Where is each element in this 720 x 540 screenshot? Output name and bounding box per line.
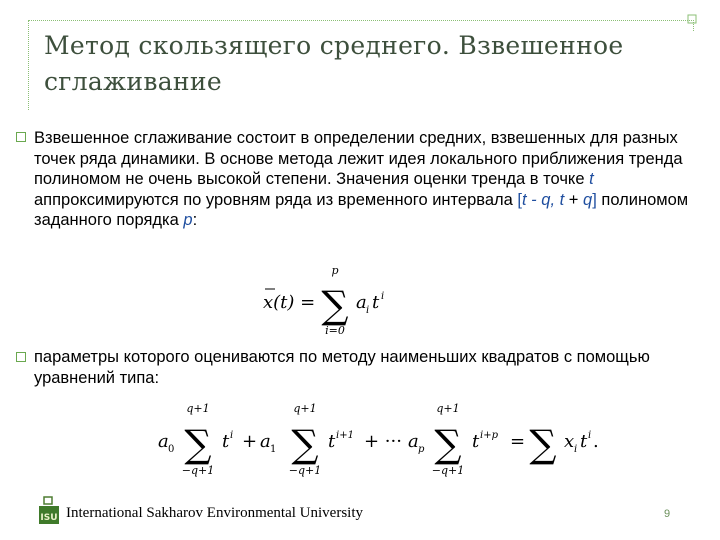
formula2-ap: a: [408, 431, 419, 452]
formula2-sum3-upper: q+1: [436, 402, 460, 415]
formula1-lhs: x(t) =: [263, 292, 316, 313]
title-frame-left: [28, 20, 29, 110]
formula2-sum1-lower: −q+1: [181, 464, 215, 477]
formula2-dots: + ···: [364, 431, 402, 452]
formula-polynomial: [255, 262, 405, 338]
bracket-close: ]: [592, 190, 597, 209]
title-frame-top: [28, 20, 694, 21]
formula2-a0: a: [158, 431, 169, 452]
footer-university-name: International Sakharov Environmental University: [66, 505, 364, 521]
var-t: t: [589, 170, 594, 188]
formula2-a1-sub: 1: [270, 444, 277, 455]
formula1-exp: i: [381, 291, 385, 302]
formula2-a0-sub: 0: [168, 444, 175, 455]
interval-end: q: [583, 190, 593, 209]
formula2-sigma2-icon: ∑: [291, 422, 319, 466]
para1-text-c: полиномом заданного порядка: [34, 190, 689, 229]
formula2-exp2: i+1: [336, 430, 354, 441]
formula2-exp1: i: [230, 430, 234, 441]
bullet-square-icon: [16, 132, 26, 142]
formula2-exp3: i+p: [480, 430, 498, 441]
formula2-t3: t: [472, 431, 480, 452]
formula1-coef: a: [356, 292, 367, 313]
formula2-period: .: [593, 431, 599, 452]
formula2-x: x: [564, 431, 575, 452]
para1-text-b: аппроксимируются по уровням ряда из временного интервала: [34, 190, 518, 209]
bullet-square-icon: [16, 352, 26, 362]
corner-square-icon: [686, 13, 698, 25]
paragraph-params: параметры которого оцениваются по методу наименьших квадратов с помощью уравнений типа:: [34, 348, 650, 387]
formula1-sigma-icon: ∑: [321, 283, 349, 327]
page-number: 9: [664, 508, 671, 520]
para1-text-a: Взвешенное сглаживание состоит в определении средних, взвешенных для разных точек ряда динамики. В основе метода лежит идея локального приближения тренда полиномом не очень высокой степени. Значения оценки тренда в точке: [34, 129, 683, 188]
formula2-a1: a: [260, 431, 271, 452]
bracket-open: [: [517, 190, 523, 209]
formula-normal-equations: [150, 400, 620, 480]
formula2-exp4: i: [588, 430, 592, 441]
formula2-sigma4-icon: ∑: [529, 422, 557, 466]
para1-colon: :: [192, 211, 198, 229]
formula2-ap-sub: p: [418, 444, 425, 455]
svg-text:ISU: ISU: [40, 513, 58, 523]
formula2-sum2-lower: −q+1: [288, 464, 322, 477]
formula2-sum3-lower: −q+1: [431, 464, 465, 477]
formula1-coef-sub: i: [366, 305, 370, 316]
var-p: p: [183, 211, 193, 229]
formula1-t: t: [372, 292, 380, 313]
formula2-sigma3-icon: ∑: [434, 422, 462, 466]
slide-title: Метод скользящего среднего. Взвешенное сглаживание: [44, 31, 624, 96]
interval-start: t - q, t: [522, 190, 565, 209]
formula2-t4: t: [580, 431, 588, 452]
formula1-sum-upper: p: [331, 264, 339, 277]
formula2-sum1-upper: q+1: [186, 402, 210, 415]
formula2-t2: t: [328, 431, 336, 452]
university-logo-icon: [38, 496, 60, 526]
formula1-sum-lower: i=0: [325, 324, 345, 337]
formula2-t1: t: [222, 431, 230, 452]
paragraph-intro: [34, 128, 694, 231]
formula2-plus1: +: [242, 431, 258, 452]
formula2-equals: =: [510, 431, 526, 452]
formula2-sum2-upper: q+1: [293, 402, 317, 415]
formula2-sigma1-icon: ∑: [184, 422, 212, 466]
formula2-x-sub: i: [574, 444, 578, 455]
interval-plus: +: [564, 190, 584, 209]
